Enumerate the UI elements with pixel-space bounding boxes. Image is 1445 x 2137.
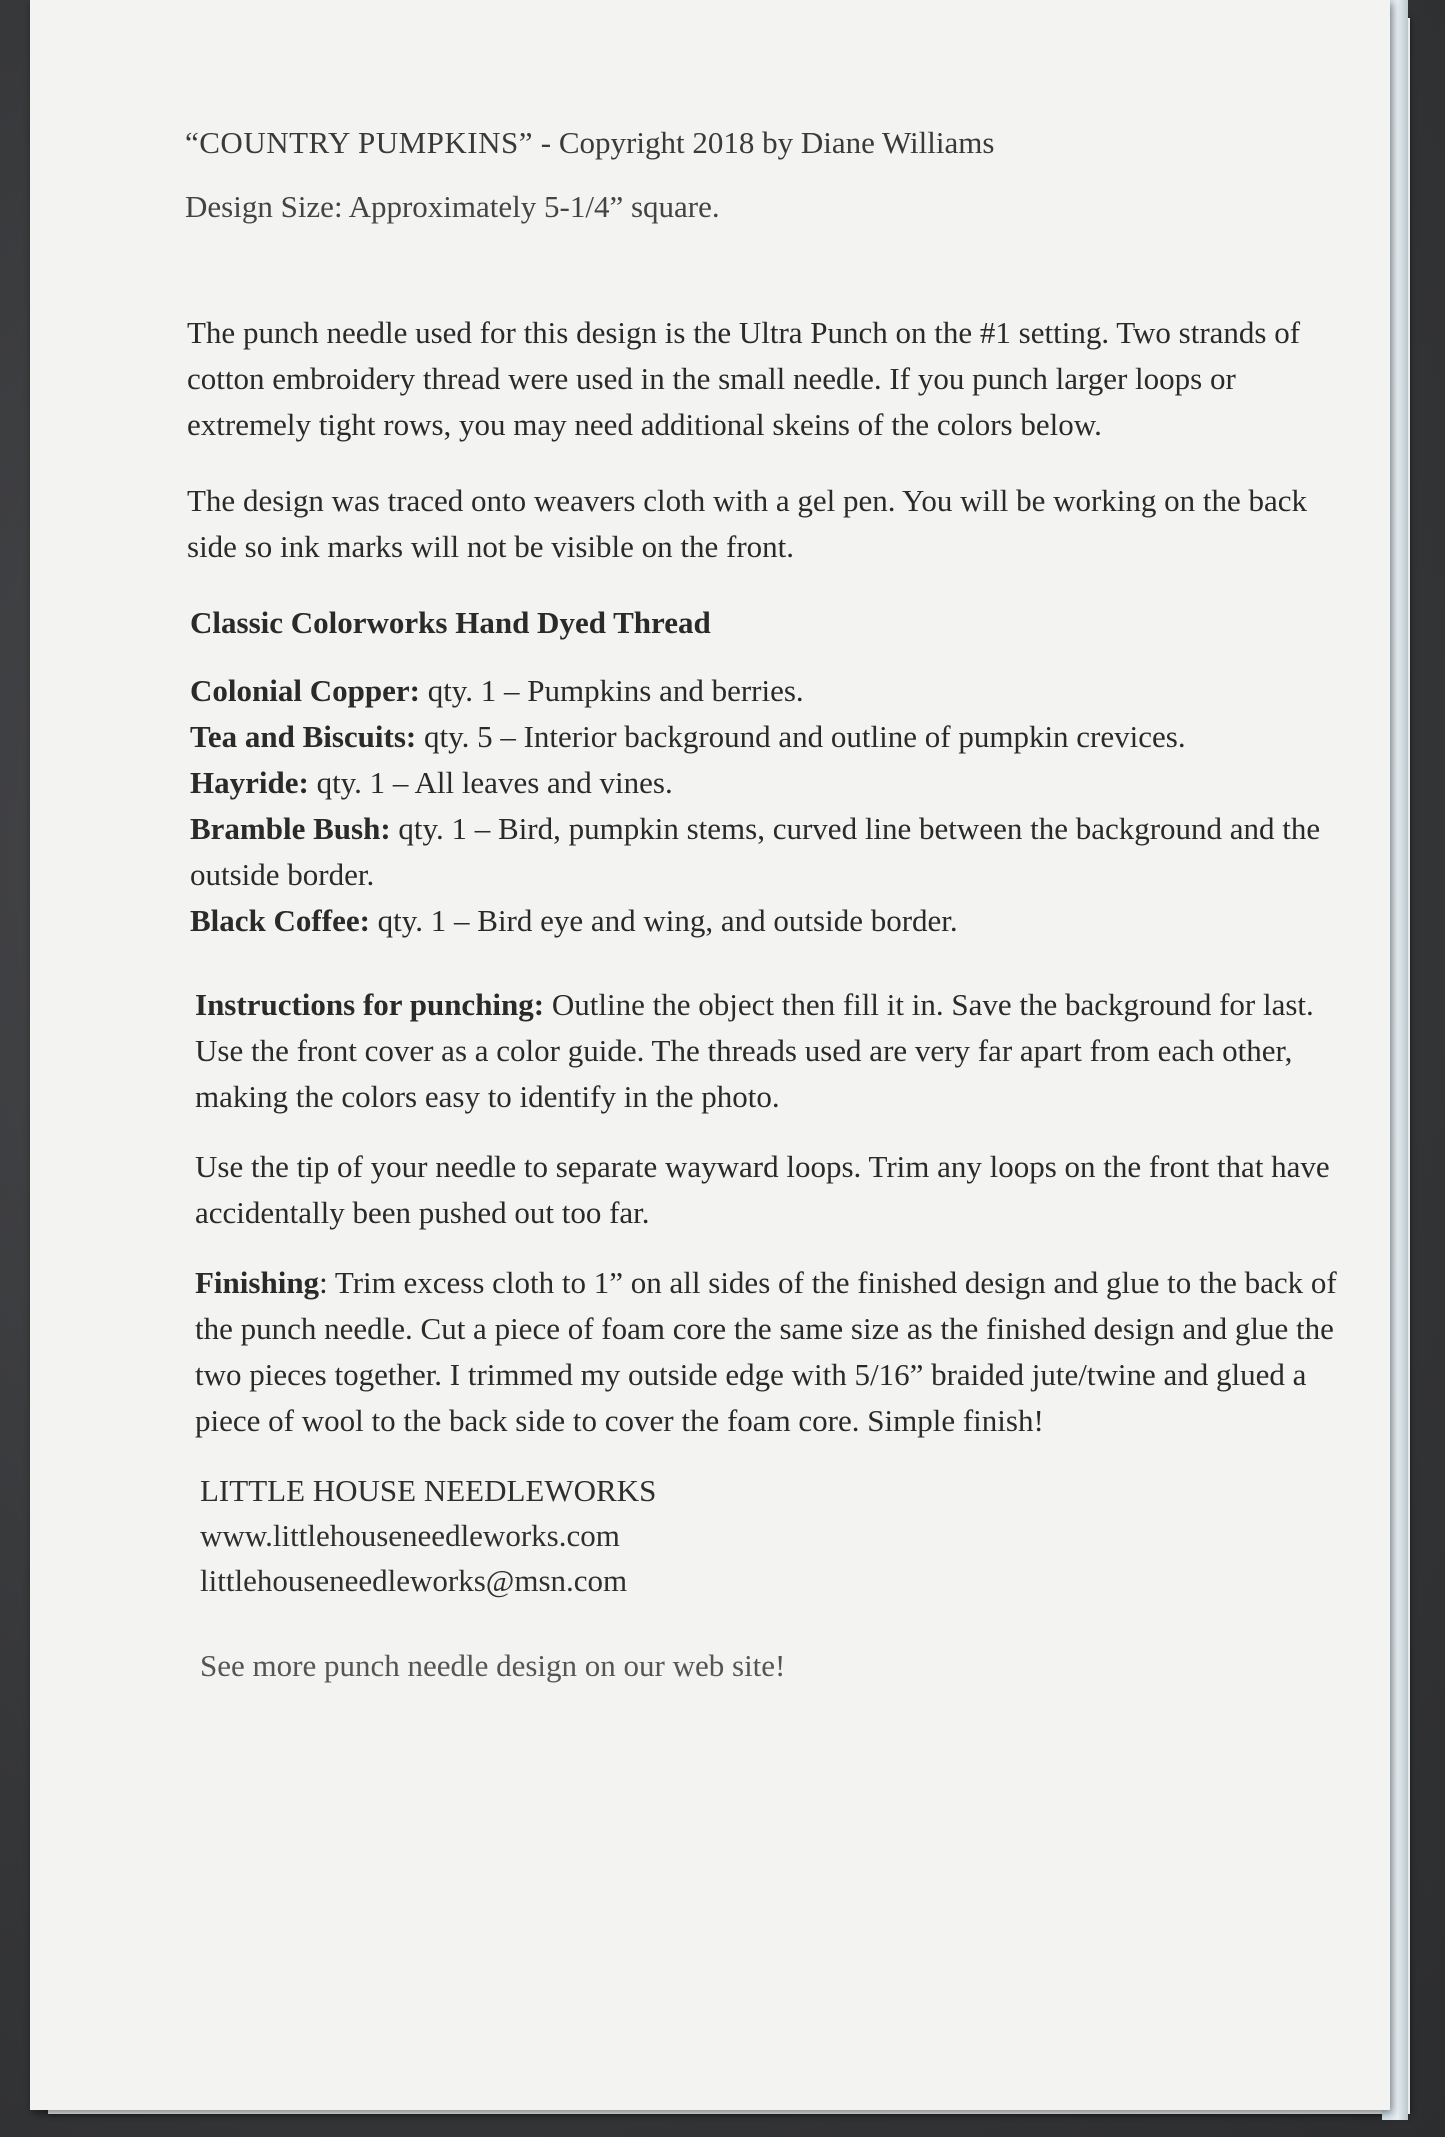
website-link[interactable]: www.littlehouseneedleworks.com xyxy=(200,1518,620,1553)
thread-item xyxy=(190,714,1345,760)
thread-name: Bramble Bush: xyxy=(190,811,391,846)
thread-detail: qty. 1 – Bird eye and wing, and outside border. xyxy=(369,903,958,938)
tip-paragraph: Use the tip of your needle to separate wayward loops. Trim any loops on the front that have accidentally been pushed out too far. xyxy=(195,1149,1330,1230)
thread-item xyxy=(190,898,1345,944)
thread-name: Tea and Biscuits: xyxy=(190,719,417,754)
instructions-label: Instructions for punching: xyxy=(195,987,545,1022)
thread-list xyxy=(190,668,1345,944)
contact-block xyxy=(200,1468,1345,1603)
thread-detail: qty. 5 – Interior background and outline of pumpkin crevices. xyxy=(416,719,1186,754)
thread-detail: qty. 1 – Bird, pumpkin stems, curved line between the background and the outside border. xyxy=(190,811,1321,892)
thread-name: Hayride: xyxy=(190,765,309,800)
finishing-label: Finishing xyxy=(195,1265,320,1300)
instruction-sheet xyxy=(30,0,1390,2110)
design-size: Design Size: Approximately 5-1/4” square. xyxy=(185,189,720,224)
copyright-text: - Copyright 2018 by Diane Williams xyxy=(533,125,995,160)
thread-item xyxy=(190,806,1345,898)
thread-detail: qty. 1 – Pumpkins and berries. xyxy=(419,673,804,708)
thread-item xyxy=(190,760,1345,806)
thread-detail: qty. 1 – All leaves and vines. xyxy=(308,765,673,800)
instructions-paragraph xyxy=(195,982,1345,1120)
company-name: LITTLE HOUSE NEEDLEWORKS xyxy=(200,1473,657,1508)
instructions-text: Outline the object then fill it in. Save the background for last. Use the front cover as a color guide. The threads used are very far apart from each other, making the colors easy to identify in the photo. xyxy=(195,987,1314,1114)
design-title: “COUNTRY PUMPKINS” xyxy=(185,125,534,160)
thread-item xyxy=(190,668,1345,714)
thread-heading: Classic Colorworks Hand Dyed Thread xyxy=(190,605,711,640)
tracing-paragraph: The design was traced onto weavers cloth with a gel pen. You will be working on the back side so ink marks will not be visible on the front. xyxy=(187,483,1308,564)
see-more-text: See more punch needle design on our web site! xyxy=(200,1648,786,1683)
finishing-paragraph xyxy=(195,1260,1345,1444)
thread-name: Black Coffee: xyxy=(190,903,370,938)
finishing-text: : Trim excess cloth to 1” on all sides of the finished design and glue to the back of the punch needle. Cut a piece of foam core the same size as the finished design and glue the two pieces together. I trimmed my outside edge with 5/16” braided jute/twine and glued a piece of wool to the back side to cover the foam core. Simple finish! xyxy=(195,1265,1337,1438)
thread-name: Colonial Copper: xyxy=(190,673,420,708)
email-link[interactable]: littlehouseneedleworks@msn.com xyxy=(200,1563,628,1598)
title-line xyxy=(185,120,1345,166)
needle-paragraph: The punch needle used for this design is the Ultra Punch on the #1 setting. Two strands of cotton embroidery thread were used in the small needle. If you punch larger loops or extremely tight rows, you may need additional skeins of the colors below. xyxy=(187,315,1301,442)
sheet-content xyxy=(155,120,1345,1689)
